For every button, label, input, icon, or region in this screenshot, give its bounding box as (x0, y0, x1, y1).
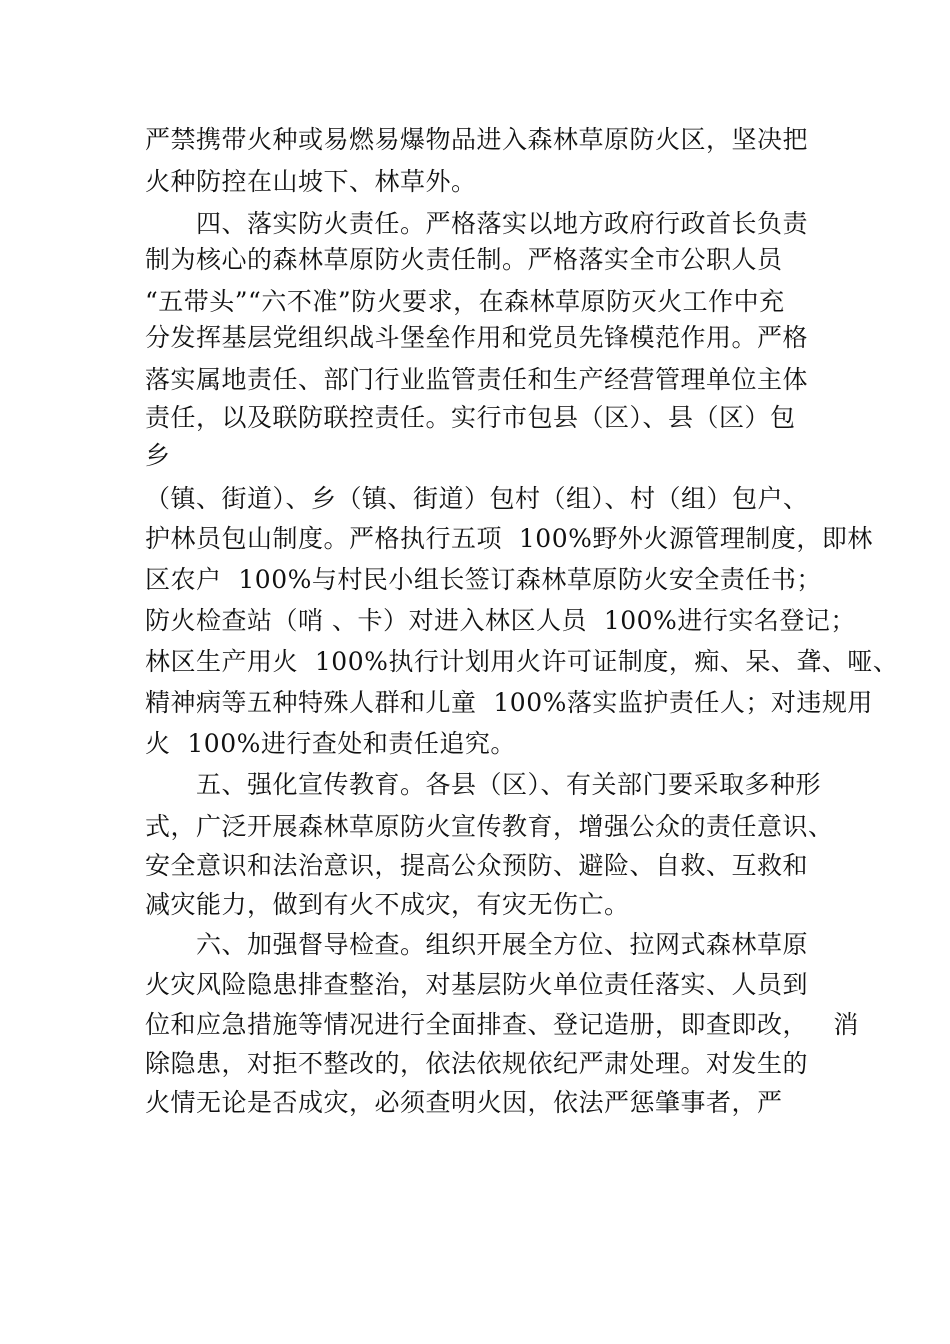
text-line: 四、落实防火责任。严格落实以地方政府行政首长负责 (145, 209, 809, 238)
text-line: 火灾风险隐患排查整治，对基层防火单位责任落实、人员到 (145, 970, 809, 999)
text-line: 位和应急措施等情况进行全面排查、登记造册，即查即改， 消 (145, 1010, 859, 1039)
text-line: 五、强化宣传教育。各县（区）、有关部门要采取多种形 (145, 770, 822, 799)
text-line: 严禁携带火种或易燃易爆物品进入森林草原防火区，坚决把 (145, 125, 809, 154)
text-line: 林区生产用火 100%执行计划用火许可证制度，痴、呆、聋、哑、 (145, 647, 899, 676)
text-line: “五带头”“六不准”防火要求，在森林草原防灭火工作中充 (145, 287, 785, 316)
text-line: 落实属地责任、部门行业监管责任和生产经营管理单位主体 (145, 365, 809, 394)
text-line: 区农户 100%与村民小组长签订森林草原防火安全责任书； (145, 565, 822, 594)
text-line: 护林员包山制度。严格执行五项 100%野外火源管理制度，即林 (145, 524, 873, 553)
text-line: 防火检查站（哨 、卡）对进入林区人员 100%进行实名登记； (145, 606, 856, 635)
text-line: 火情无论是否成灾，必须查明火因，依法严惩肇事者，严 (145, 1088, 783, 1117)
text-line: 乡 (145, 441, 171, 470)
text-line: 制为核心的森林草原防火责任制。严格落实全市公职人员 (145, 245, 783, 274)
text-line: 火 100%进行查处和责任追究。 (145, 729, 516, 758)
text-line: 减灾能力，做到有火不成灾，有灾无伤亡。 (145, 890, 630, 919)
text-line: 式，广泛开展森林草原防火宣传教育，增强公众的责任意识、 (145, 812, 834, 841)
text-line: 火种防控在山坡下、林草外。 (145, 167, 477, 196)
text-line: 责任，以及联防联控责任。实行市包县（区）、县（区）包 (145, 403, 796, 432)
text-line: 精神病等五种特殊人群和儿童 100%落实监护责任人；对违规用 (145, 688, 873, 717)
text-line: 安全意识和法治意识，提高公众预防、避险、自救、互救和 (145, 851, 809, 880)
text-line: 除隐患，对拒不整改的，依法依规依纪严肃处理。对发生的 (145, 1049, 809, 1078)
text-line: （镇、街道）、乡（镇、街道）包村（组）、村（组）包户、 (145, 484, 809, 513)
text-line: 六、加强督导检查。组织开展全方位、拉网式森林草原 (145, 930, 809, 959)
text-line: 分发挥基层党组织战斗堡垒作用和党员先锋模范作用。严格 (145, 323, 809, 352)
